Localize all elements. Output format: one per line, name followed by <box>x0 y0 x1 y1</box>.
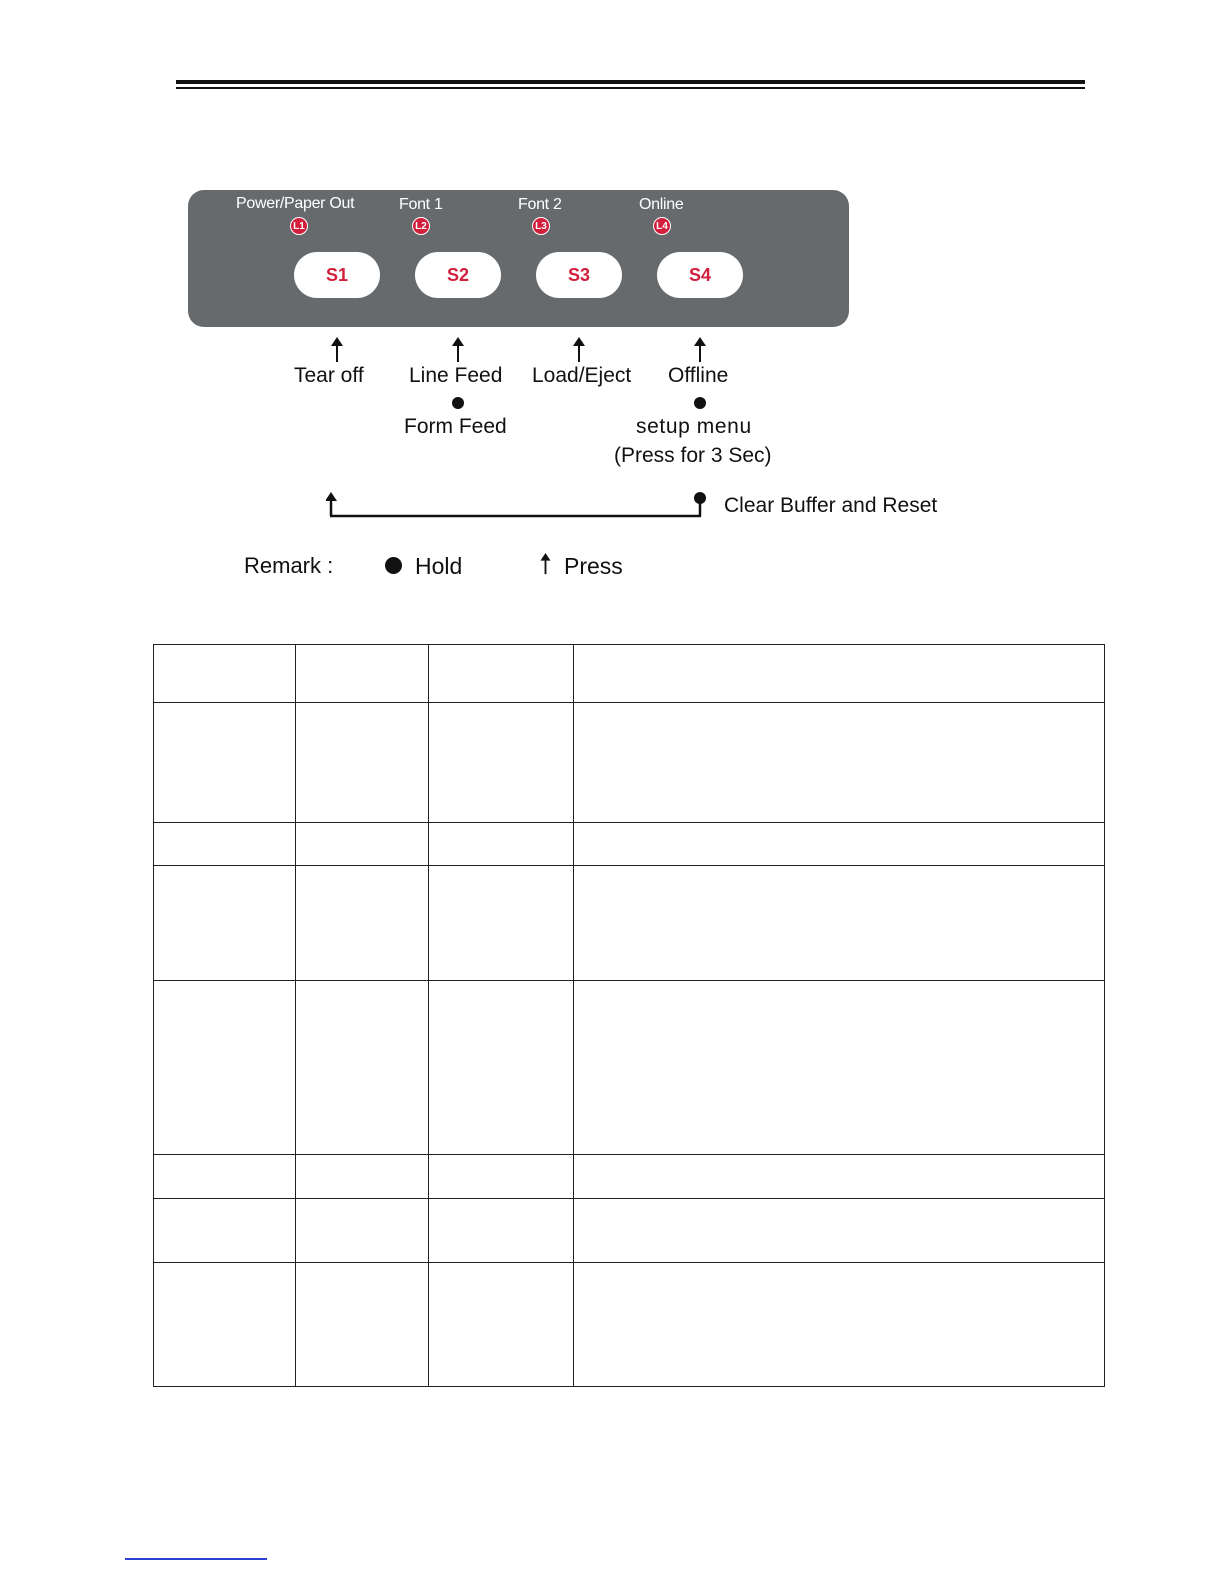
press-arrow-icon <box>451 337 465 363</box>
header-rule-thin <box>176 87 1085 89</box>
led-l1-icon: L1 <box>290 217 308 235</box>
table-row <box>154 1263 1105 1387</box>
key-s2[interactable]: S2 <box>415 252 501 298</box>
table-row <box>154 1199 1105 1263</box>
label-clear-buffer-reset: Clear Buffer and Reset <box>724 494 938 517</box>
remark-hold: Hold <box>415 553 463 579</box>
table-row <box>154 703 1105 823</box>
hold-legend-icon <box>385 557 402 574</box>
label-form-feed: Form Feed <box>404 415 507 438</box>
press-arrow-icon <box>572 337 586 363</box>
table-row <box>154 1155 1105 1199</box>
label-press-3-sec: (Press for 3 Sec) <box>614 444 772 467</box>
led-label-font-2: Font 2 <box>518 196 562 213</box>
label-offline: Offline <box>668 364 729 387</box>
table-row <box>154 823 1105 866</box>
label-tear-off: Tear off <box>294 364 364 387</box>
header-rule-thick <box>176 80 1085 84</box>
led-l3-icon: L3 <box>532 217 550 235</box>
hold-dot-icon <box>452 397 464 409</box>
press-arrow-icon <box>693 337 707 363</box>
led-l2-icon: L2 <box>412 217 430 235</box>
hold-dot-icon <box>694 397 706 409</box>
table-row <box>154 645 1105 703</box>
footer-link-underline[interactable] <box>125 1558 267 1560</box>
key-s4[interactable]: S4 <box>657 252 743 298</box>
led-label-font-1: Font 1 <box>399 196 443 213</box>
led-label-online: Online <box>639 196 684 213</box>
key-s3[interactable]: S3 <box>536 252 622 298</box>
press-legend-icon <box>539 553 552 575</box>
label-setup-menu: setup menu <box>636 415 752 438</box>
remark-label: Remark : <box>244 553 334 578</box>
led-l4-icon: L4 <box>653 217 671 235</box>
key-s1[interactable]: S1 <box>294 252 380 298</box>
label-load-eject: Load/Eject <box>532 364 632 387</box>
combo-bracket-icon <box>326 490 716 522</box>
table-row <box>154 981 1105 1155</box>
remark-press: Press <box>564 553 623 579</box>
label-line-feed: Line Feed <box>409 364 503 387</box>
press-arrow-icon <box>330 337 344 363</box>
function-table <box>153 644 1105 1387</box>
led-label-power-paper-out: Power/Paper Out <box>236 195 355 212</box>
table-row <box>154 866 1105 981</box>
